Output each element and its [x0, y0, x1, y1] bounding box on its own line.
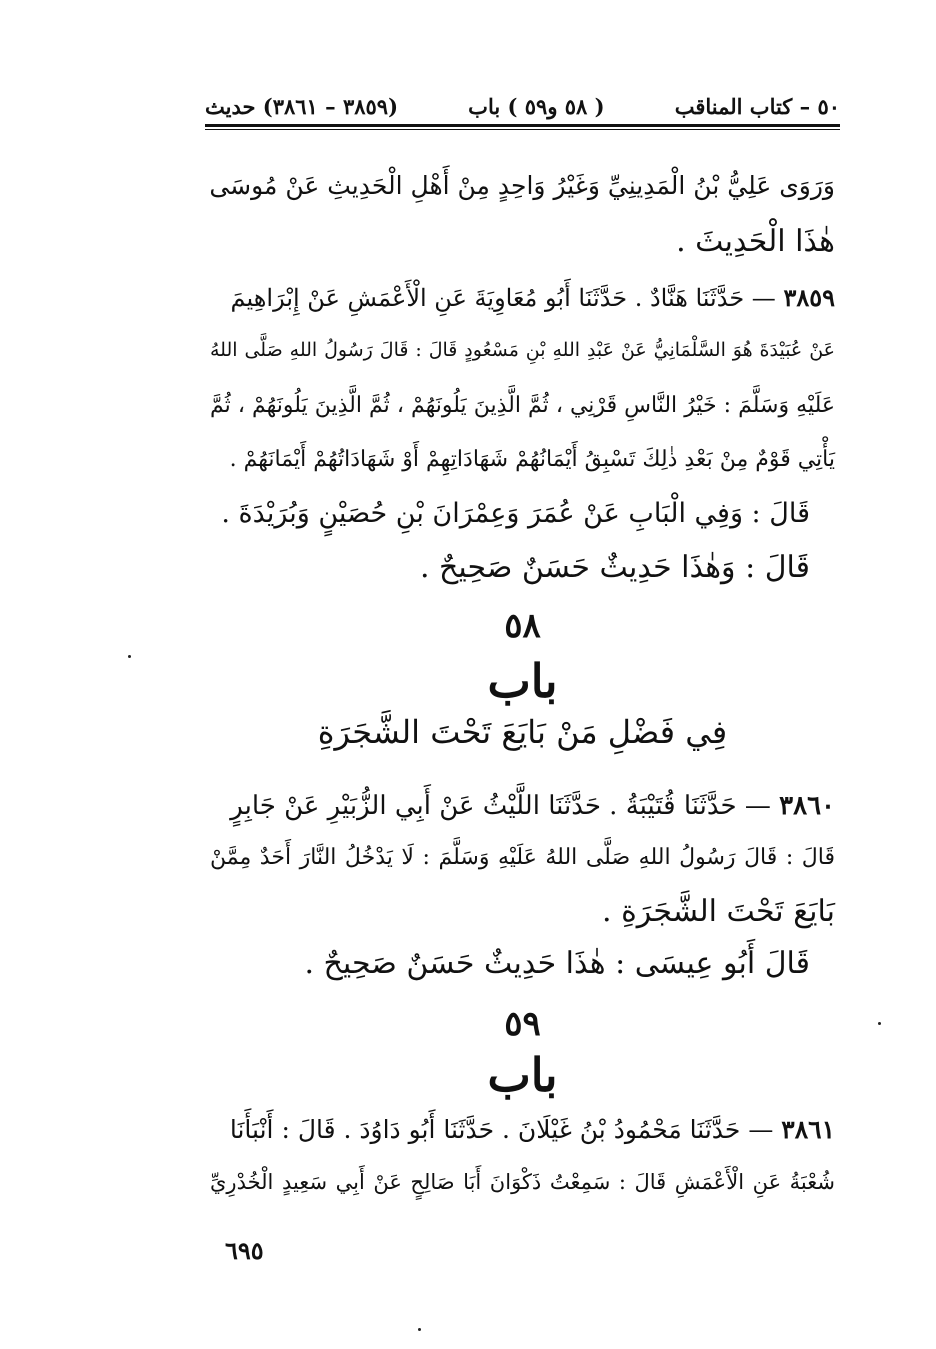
hadith-number: ٣٨٦٠ [779, 791, 835, 821]
intro-line-1: وَرَوَى عَلِيُّ بْنُ الْمَدِينِيِّ وَغَيْرُ وَاحِدٍ مِنْ أَهْلِ الْحَدِيثِ عَنْ مُوسَى [209, 171, 835, 200]
header-chapters: ( ٥٨ و٥٩ ) باب [468, 93, 605, 119]
header-rule-thin [205, 129, 840, 130]
hadith-3861-line-1 [210, 1110, 835, 1150]
scan-speck [878, 1022, 881, 1025]
hadith-text: — حَدَّثَنَا مَحْمُودُ بْنُ غَيْلَانَ . حَدَّثَنَا أَبُو دَاوُدَ . قَالَ : أَنْبَأَنَا [229, 1115, 774, 1144]
hadith-text: — حَدَّثَنَا هَنَّادٌ . حَدَّثَنَا أَبُو مُعَاوِيَةَ عَنِ الْأَعْمَشِ عَنْ إِبْرَاهِيمَ [230, 284, 776, 312]
scan-speck [418, 1328, 421, 1331]
hadith-3859-line-5: قَالَ : وَفِي الْبَابِ عَنْ عُمَرَ وَعِمْرَانَ بْنِ حُصَيْنٍ وَبُرَيْدَةَ . [221, 498, 810, 529]
scan-speck [128, 655, 131, 658]
hadith-number: ٣٨٥٩ [783, 283, 835, 312]
hadith-3861-line-2: شُعْبَةُ عَنِ الْأَعْمَشِ قَالَ : سَمِعْتُ ذَكْوَانَ أَبَا صَالِحٍ عَنْ أَبِي سَعِيدٍ الْخُدْرِيِّ [210, 1170, 835, 1194]
chapter-59-title: باب [487, 1048, 558, 1102]
chapter-58-subtitle: فِي فَضْلِ مَنْ بَايَعَ تَحْتَ الشَّجَرَةِ [317, 713, 728, 751]
header-hadith-range: (٣٨٥٩ – ٣٨٦١) حديث [205, 93, 399, 119]
hadith-3860-line-2: قَالَ : قَالَ رَسُولُ اللهِ صَلَّى اللهُ عَلَيْهِ وَسَلَّمَ : لَا يَدْخُلُ النَّارَ أَحَدٌ مِمَّنْ [210, 845, 835, 870]
hadith-number: ٣٨٦١ [781, 1115, 835, 1144]
header-book-title: ٥٠ – كتاب المناقب [674, 93, 840, 119]
hadith-3859-line-2: عَنْ عُبَيْدَةَ هُوَ السَّلْمَانِيُّ عَنْ عَبْدِ اللهِ بْنِ مَسْعُودٍ قَالَ : قَالَ رَسُولُ اللهِ صَلَّى اللهُ [210, 339, 835, 361]
hadith-3859-line-4: يَأْتِي قَوْمٌ مِنْ بَعْدِ ذٰلِكَ تَسْبِقُ أَيْمَانُهُمْ شَهَادَاتِهِمْ أَوْ شَهَادَاتُهُمْ أَيْمَانَهُمْ . [229, 447, 835, 472]
hadith-3860-line-3: بَايَعَ تَحْتَ الشَّجَرَةِ . [602, 894, 835, 929]
hadith-3859-line-6: قَالَ : وَهٰذَا حَدِيثٌ حَسَنٌ صَحِيحٌ . [419, 550, 810, 585]
chapter-58-title: باب [487, 654, 558, 708]
hadith-3859-line-3: عَلَيْهِ وَسَلَّمَ : خَيْرُ النَّاسِ قَرْنِي ، ثُمَّ الَّذِينَ يَلُونَهُمْ ، ثُمَّ الَّذِينَ يَلُونَهُمْ ، ثُمَّ [210, 393, 835, 418]
hadith-3859-line-1 [210, 278, 835, 318]
hadith-3860-line-4: قَالَ أَبُو عِيسَى : هٰذَا حَدِيثٌ حَسَنٌ صَحِيحٌ . [304, 946, 810, 981]
chapter-59-number: ٥٩ [504, 1004, 541, 1044]
chapter-58-number: ٥٨ [504, 606, 541, 646]
hadith-text: — حَدَّثَنَا قُتَيْبَةُ . حَدَّثَنَا اللَّيْثُ عَنْ أَبِي الزُّبَيْرِ عَنْ جَابِرٍ [230, 791, 771, 821]
hadith-3860-line-1 [210, 786, 835, 826]
intro-line-2: هٰذَا الْحَدِيثَ . [676, 224, 835, 259]
page-number: ٦٩٥ [225, 1236, 264, 1265]
running-header [205, 88, 840, 124]
header-rule [205, 124, 840, 127]
